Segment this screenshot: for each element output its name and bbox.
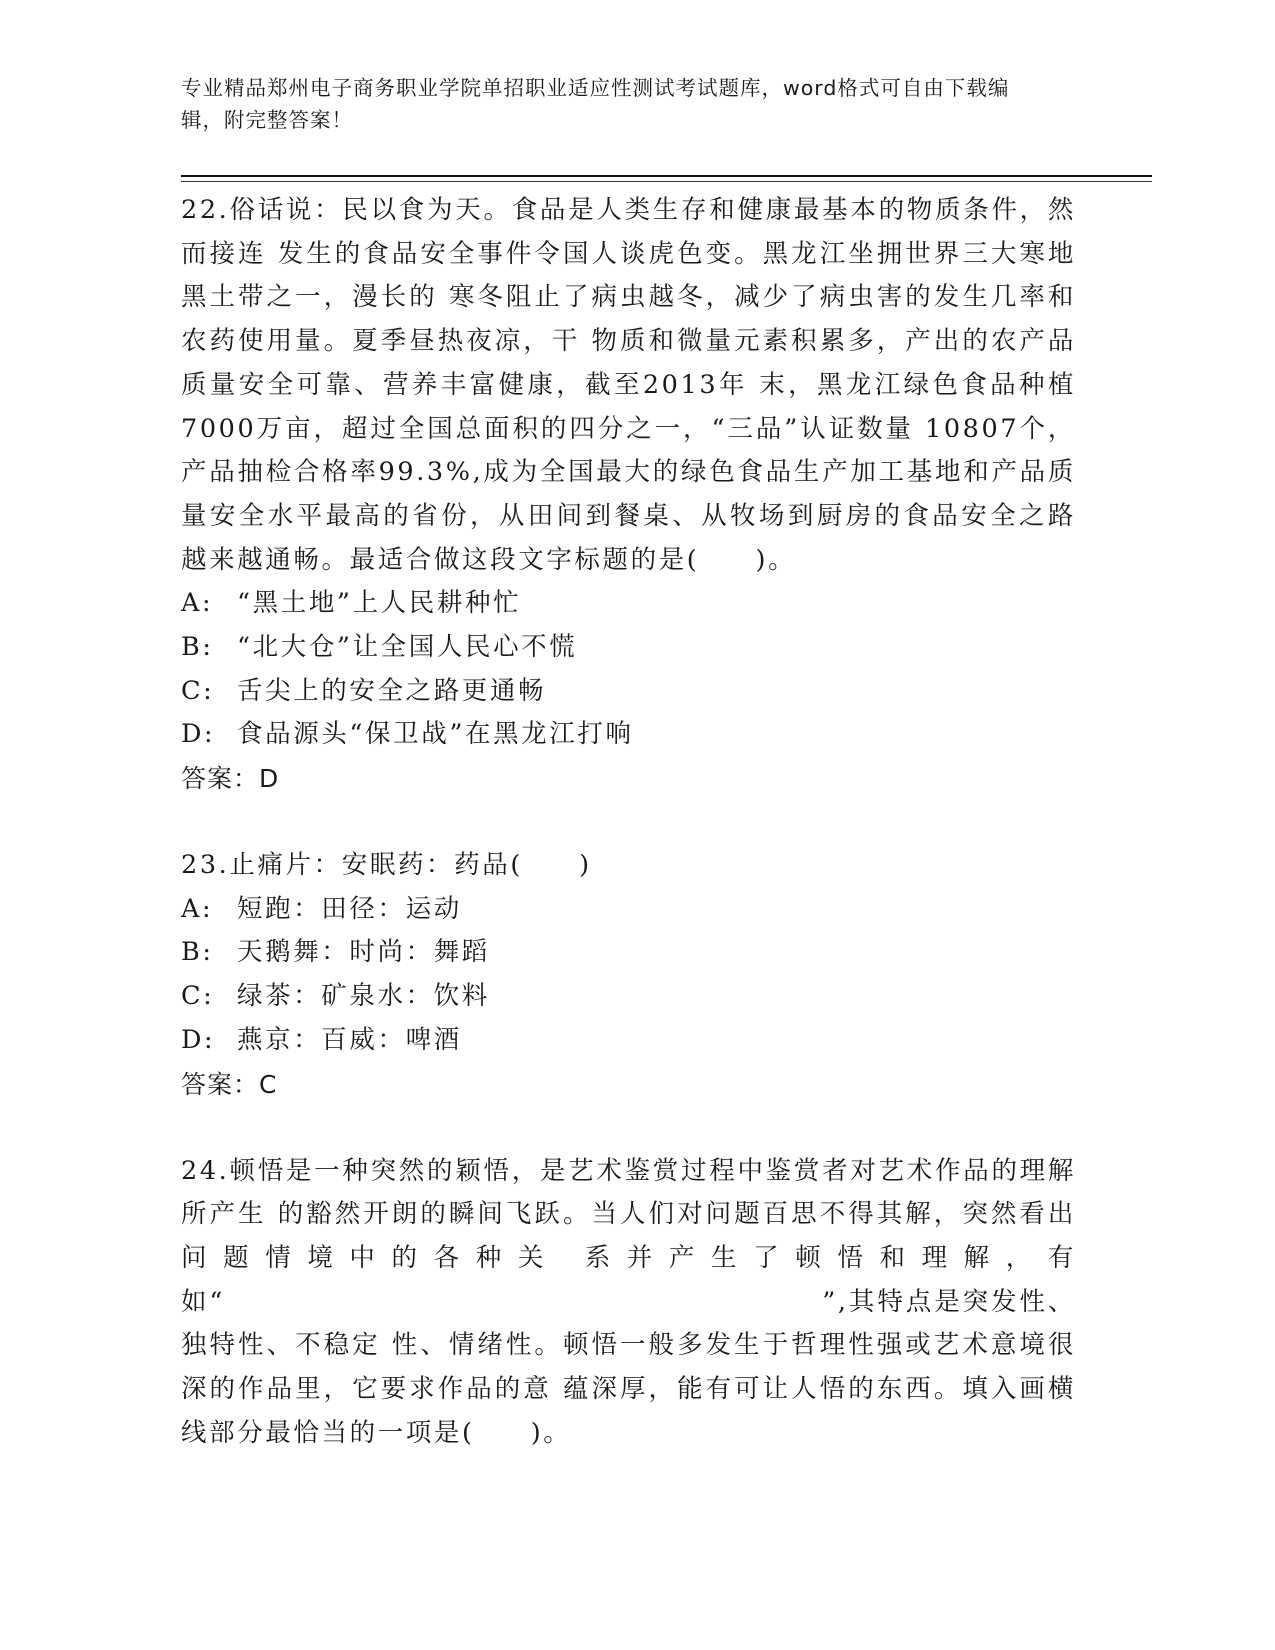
question-text: 22.俗话说：民以食为天。食品是人类生存和健康最基本的物质条件，然而接连 发生的食品安全事件令国人谈虎色变。黑龙江坐拥世界三大寒地黑土带之一，漫长的 寒冬阻止了病虫越冬，减少了病虫害的发生几率和农药使用量。夏季昼热夜凉，干 物质和微量元素积累多，产出的农产品质量安全可靠、营养丰富健康，截至2013年 末，黑龙江绿色食品种植7000万亩，超过全国总面积的四分之一，“三品”认证数量 10807个，产品抽检合格率99.3%,成为全国最大的绿色食品生产加工基地和产品质量安全水平最高的省份，从田间到餐桌、从牧场到厨房的食品安全之路越来越通畅。最适合做这段文字标题的是( )。 [181,195,1076,575]
option-text: “黑土地”上人民耕种忙 [237,588,522,619]
option-key: C: [181,981,215,1012]
option-a [181,888,1076,932]
option-text: 舌尖上的安全之路更通畅 [237,675,547,706]
option-a [181,582,1076,626]
option-c [181,975,1076,1019]
option-key: B: [181,632,214,663]
option-text: 绿茶：矿泉水：饮料 [237,981,490,1012]
header-rule-thin [181,181,1152,182]
answer-line: 答案：C [181,1069,278,1099]
option-b [181,626,1076,670]
option-b [181,931,1076,975]
option-key: C: [181,675,215,706]
answer-line: 答案：D [181,764,280,794]
question-spacer [181,801,1076,844]
question-24 [181,1150,1076,1456]
option-key: B: [181,937,214,968]
header-rule-thick [181,175,1152,177]
document-body [181,189,1076,1455]
option-key: D: [181,719,216,750]
option-c [181,670,1076,714]
option-key: A: [181,893,214,924]
question-text: 24.顿悟是一种突然的颖悟，是艺术鉴赏过程中鉴赏者对艺术作品的理解所产生 的豁然开朗的瞬间飞跃。当人们对问题百思不得其解，突然看出问题情境中的各种关 系并产生了顿悟和理解，有如“ ”,其特点是突发性、独特性、不稳定 性、情绪性。顿悟一般多发生于哲理性强或艺术意境很深的作品里，它要求作品的意 蕴深厚，能有可让人悟的东西。填入画横线部分最恰当的一项是( )。 [181,1155,1076,1448]
option-text: “北大仓”让全国人民心不慌 [237,632,578,663]
option-d [181,713,1076,757]
option-text: 天鹅舞：时尚：舞蹈 [237,937,490,968]
question-spacer [181,1107,1076,1150]
question-22 [181,189,1076,801]
option-d [181,1019,1076,1063]
option-key: D: [181,1024,216,1055]
option-text: 食品源头“保卫战”在黑龙江打响 [237,719,634,750]
question-text: 23.止痛片：安眠药：药品( ) [181,850,592,881]
option-key: A: [181,588,214,619]
question-23 [181,844,1076,1106]
option-text: 短跑：田径：运动 [237,893,462,924]
option-text: 燕京：百威：啤酒 [237,1024,462,1055]
page-header: 专业精品郑州电子商务职业学院单招职业适应性测试考试题库，word格式可自由下载编辑，附完整答案！ [181,76,1010,132]
